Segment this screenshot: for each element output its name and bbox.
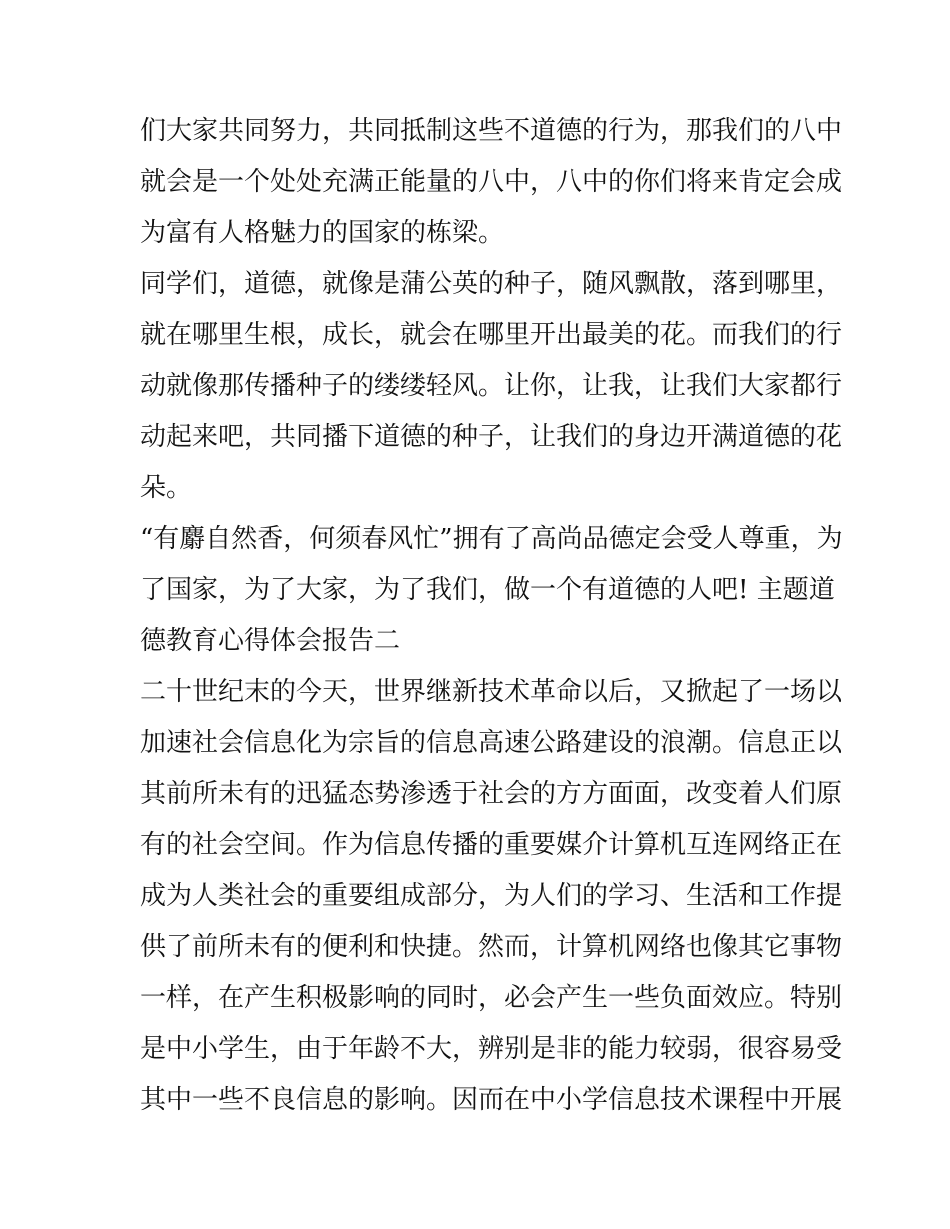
text-line: 其前所未有的迅猛态势渗透于社会的方方面面，改变着人们原 xyxy=(140,779,843,809)
text-line: 同学们，道德，就像是蒲公英的种子，随风飘散，落到哪里， xyxy=(140,269,843,299)
text-line: 们大家共同努力，共同抵制这些不道德的行为，那我们的八中 xyxy=(140,116,843,146)
text-line: 朵。 xyxy=(140,473,193,503)
text-line: 为富有人格魅力的国家的栋梁。 xyxy=(140,218,505,248)
text-line: 动起来吧，共同播下道德的种子，让我们的身边开满道德的花 xyxy=(140,422,843,452)
text-line: 动就像那传播种子的缕缕轻风。让你，让我，让我们大家都行 xyxy=(140,371,843,401)
document-body xyxy=(140,106,843,1126)
text-line: 是中小学生，由于年龄不大，辨别是非的能力较弱，很容易受 xyxy=(140,1034,843,1064)
text-line: 其中一些不良信息的影响。因而在中小学信息技术课程中开展 xyxy=(140,1085,843,1115)
text-line: 德教育心得体会报告二 xyxy=(140,626,401,656)
text-line: 了国家，为了大家，为了我们，做一个有道德的人吧! 主题道 xyxy=(140,575,835,605)
text-line: 二十世纪末的今天，世界继新技术革命以后，又掀起了一场以 xyxy=(140,677,843,707)
text-line: 成为人类社会的重要组成部分，为人们的学习、生活和工作提 xyxy=(140,881,843,911)
text-line: 一样，在产生积极影响的同时，必会产生一些负面效应。特别 xyxy=(140,983,843,1013)
text-line: 有的社会空间。作为信息传播的重要媒介计算机互连网络正在 xyxy=(140,830,843,860)
text-line: 供了前所未有的便利和快捷。然而，计算机网络也像其它事物 xyxy=(140,932,843,962)
text-line: 加速社会信息化为宗旨的信息高速公路建设的浪潮。信息正以 xyxy=(140,728,843,758)
text-line: 就会是一个处处充满正能量的八中，八中的你们将来肯定会成 xyxy=(140,167,843,197)
text-line: 就在哪里生根，成长，就会在哪里开出最美的花。而我们的行 xyxy=(140,320,843,350)
text-line: “有麝自然香，何须春风忙”拥有了高尚品德定会受人尊重，为 xyxy=(140,524,843,554)
